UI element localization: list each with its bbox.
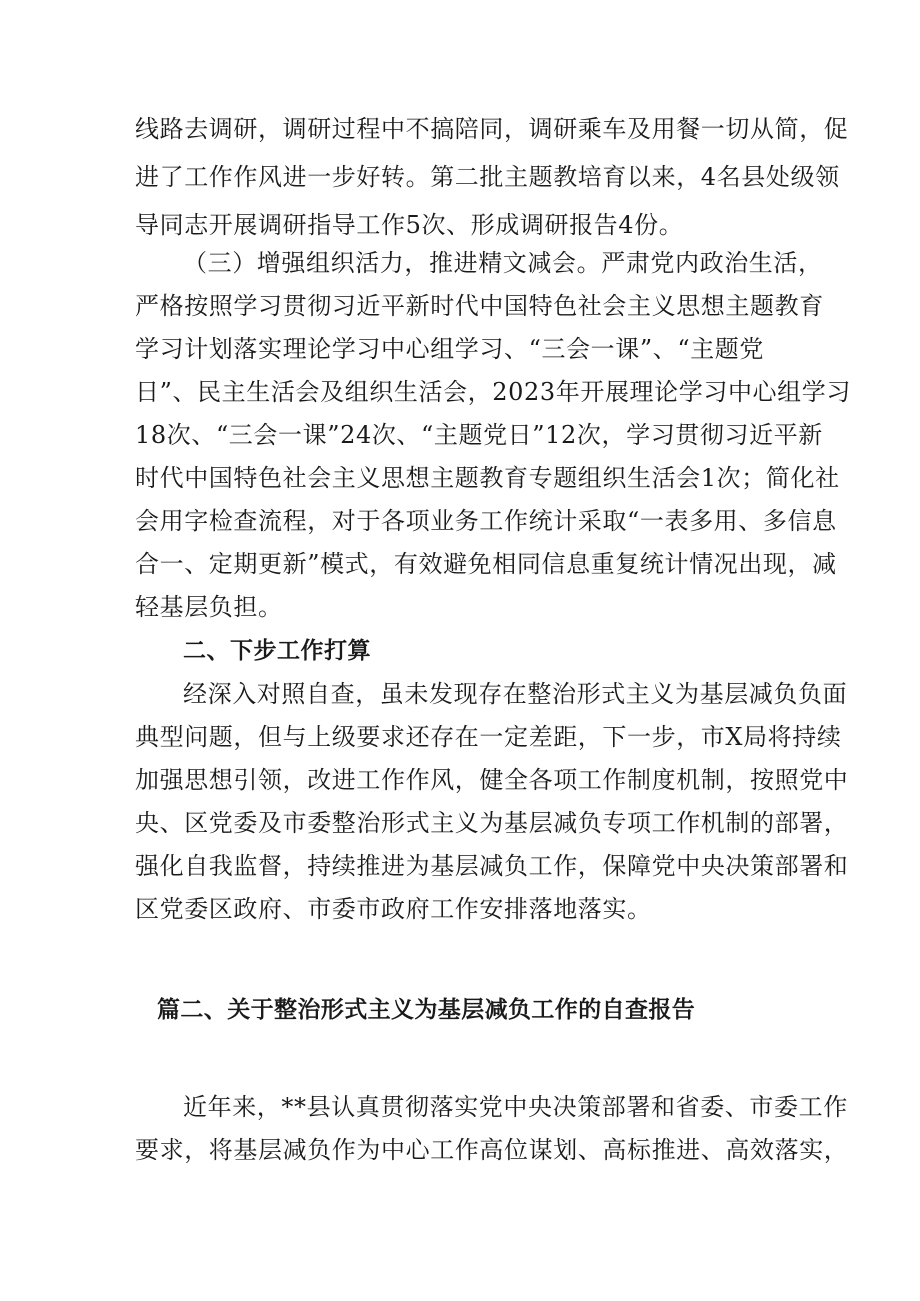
paragraph-2-line-6: 时代中国特色社会主义思想主题教育专题组织生活会1次；简化社 (135, 464, 840, 492)
paragraph-3-line-4: 央、区党委及市委整治形式主义为基层减负专项工作机制的部署， (135, 809, 849, 837)
paragraph-3-line-2: 典型问题，但与上级要求还存在一定差距，下一步，市X局将持续 (135, 723, 842, 751)
article-title: 篇二、关于整治形式主义为基层减负工作的自查报告 (157, 997, 696, 1023)
paragraph-1-line-2: 进了工作作风进一步好转。第二批主题教培育以来，4名县处级领 (135, 163, 840, 191)
paragraph-3-line-5: 强化自我监督，持续推进为基层减负工作，保障党中央决策部署和 (135, 852, 849, 880)
paragraph-1-line-1: 线路去调研，调研过程中不搞陪同，调研乘车及用餐一切从简，促 (135, 115, 849, 143)
paragraph-2-line-2: 严格按照学习贯彻习近平新时代中国特色社会主义思想主题教育 (135, 292, 824, 320)
paragraph-2-line-5: 18次、“三会一课”24次、“主题党日”12次，学习贯彻习近平新 (135, 421, 823, 449)
paragraph-2-line-1: （三）增强组织活力，推进精文减会。严肃党内政治生活， (183, 249, 823, 277)
paragraph-2-line-4: 日”、民主生活会及组织生活会，2023年开展理论学习中心组学习 (135, 378, 851, 406)
paragraph-4-line-2: 要求，将基层减负作为中心工作高位谋划、高标推进、高效落实， (135, 1136, 849, 1164)
paragraph-4-line-1: 近年来，**县认真贯彻落实党中央决策部署和省委、市委工作 (183, 1093, 848, 1121)
paragraph-2-line-9: 轻基层负担。 (135, 593, 283, 621)
paragraph-1-line-3: 导同志开展调研指导工作5次、形成调研报告4份。 (135, 211, 684, 239)
paragraph-3-line-1: 经深入对照自查，虽未发现存在整治形式主义为基层减负负面 (183, 680, 848, 708)
section-heading: 二、下步工作打算 (183, 638, 371, 664)
paragraph-3-line-3: 加强思想引领，改进工作作风，健全各项工作制度机制，按照党中 (135, 766, 849, 794)
paragraph-2-line-8: 合一、定期更新”模式，有效避免相同信息重复统计情况出现，减 (135, 550, 837, 578)
paragraph-2-line-3: 学习计划落实理论学习中心组学习、“三会一课”、“主题党 (135, 335, 765, 363)
paragraph-3-line-6: 区党委区政府、市委市政府工作安排落地落实。 (135, 895, 652, 923)
paragraph-2-line-7: 会用字检查流程，对于各项业务工作统计采取“一表多用、多信息 (135, 507, 837, 535)
